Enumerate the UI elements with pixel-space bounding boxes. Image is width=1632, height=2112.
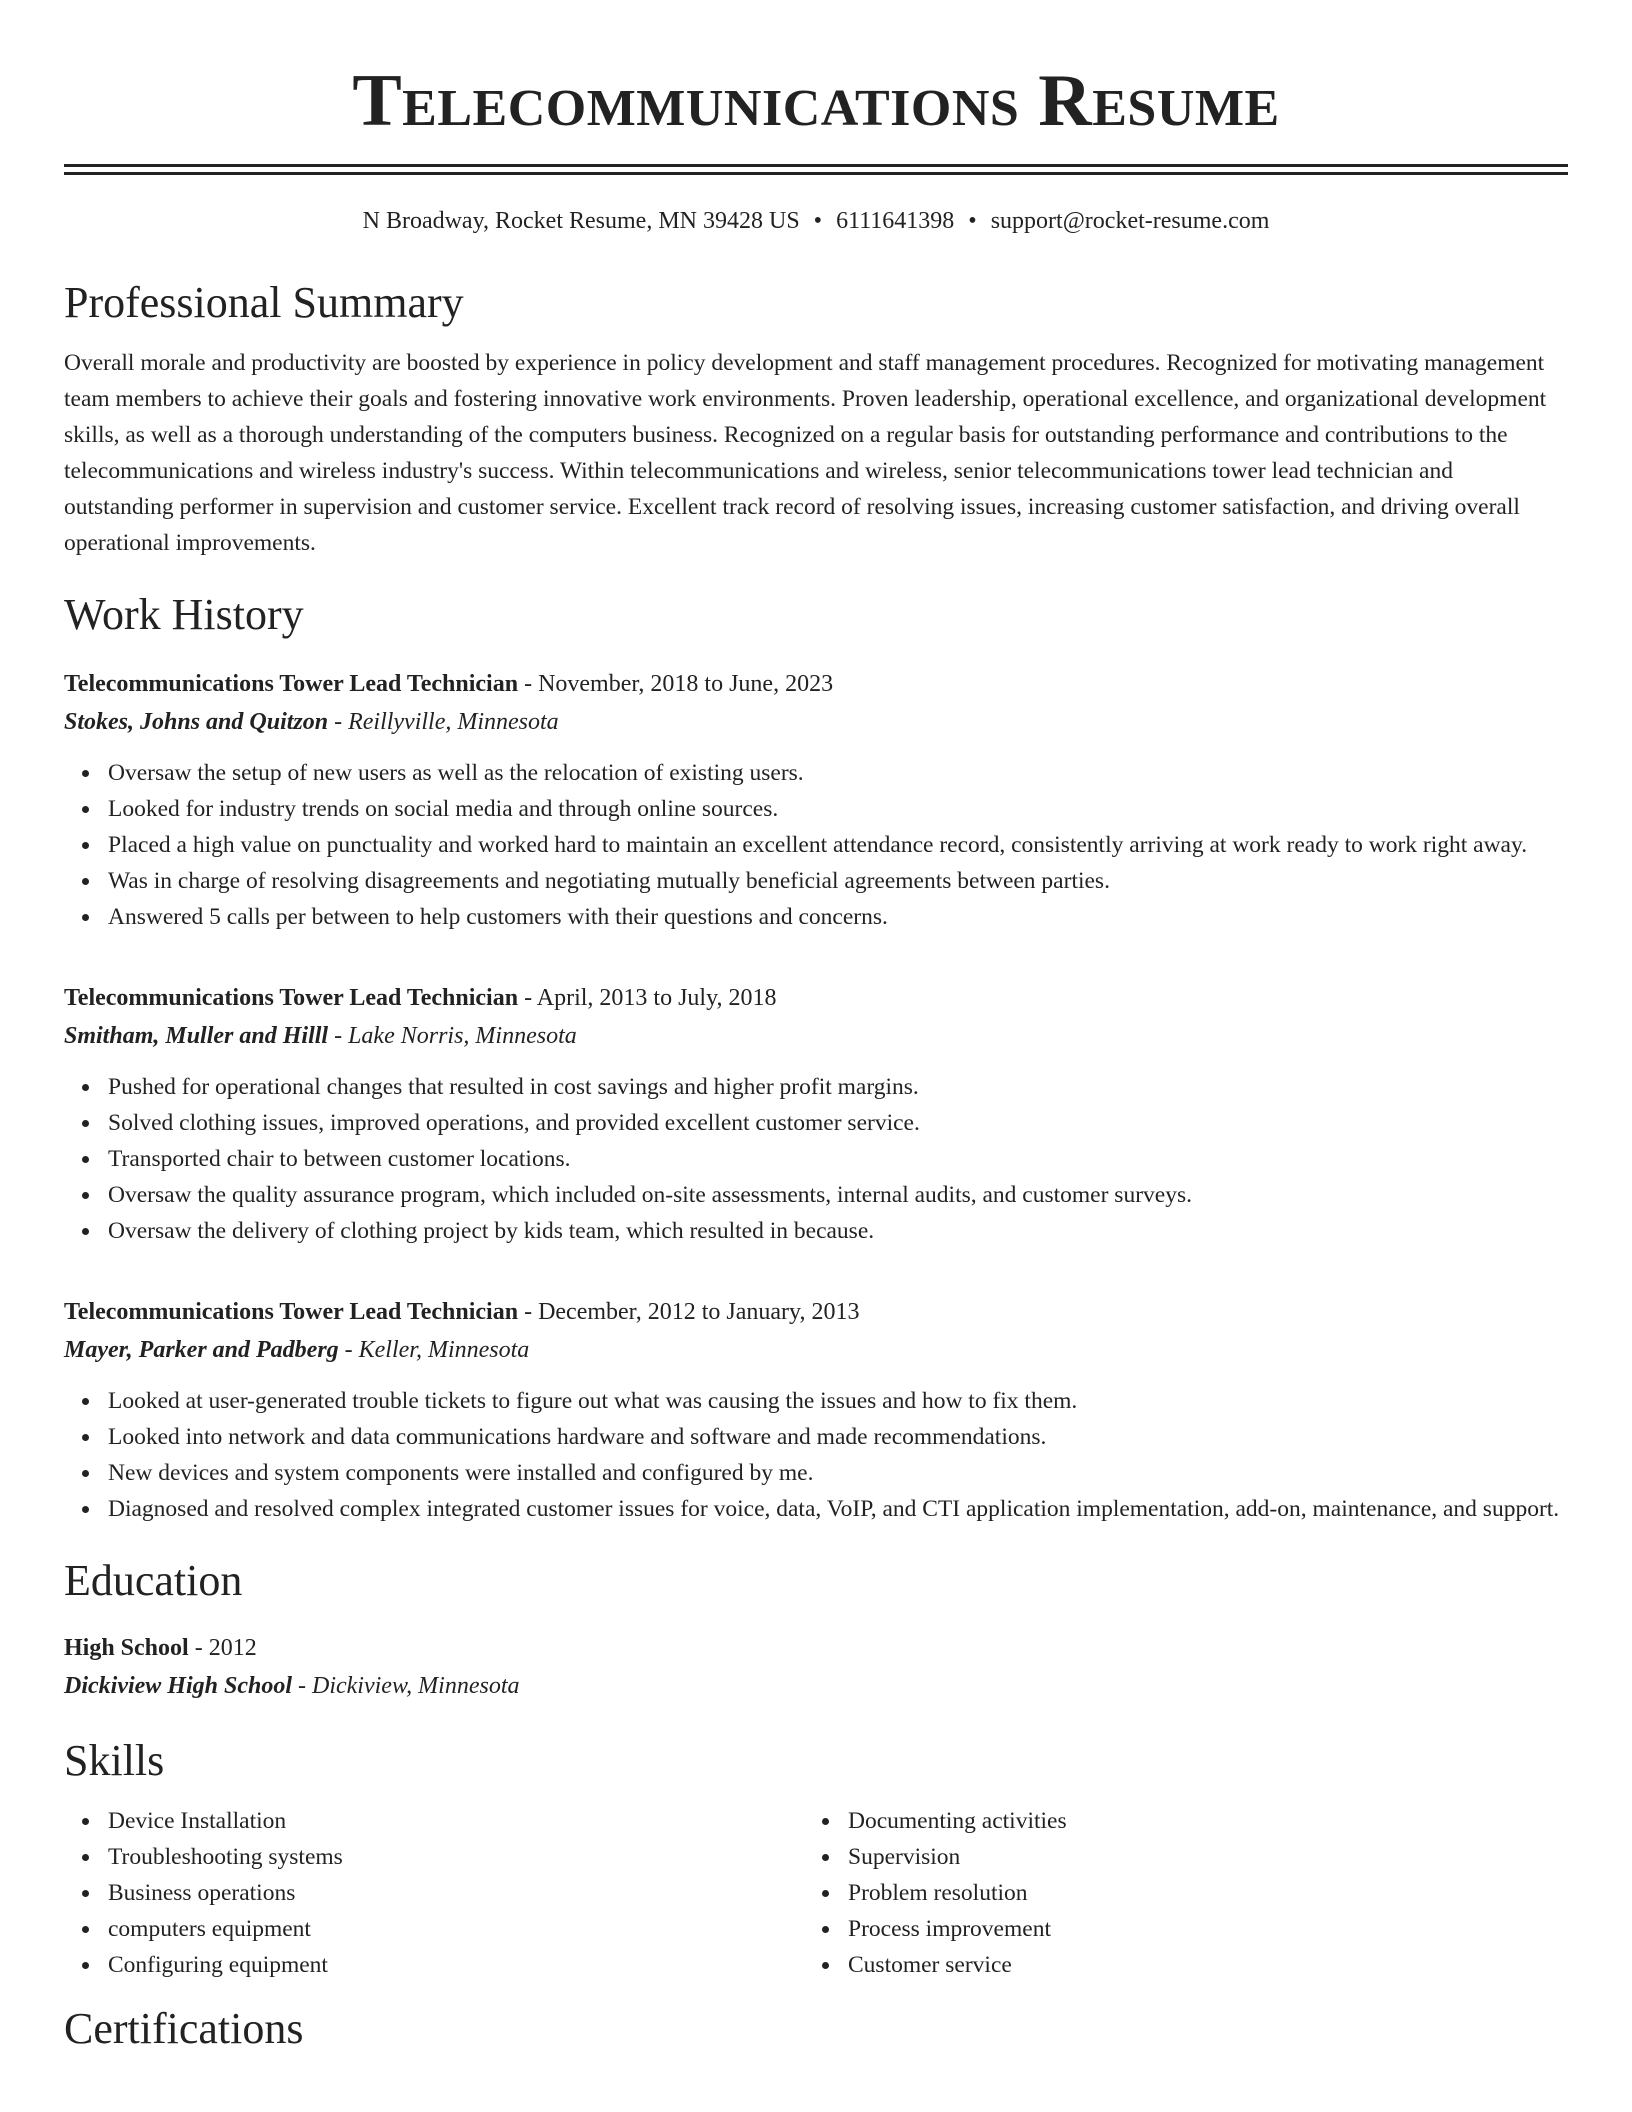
contact-line: [64, 205, 1568, 237]
job-duties-list: [64, 1383, 1568, 1527]
page-title: Telecommunications Resume: [352, 60, 1280, 142]
list-item: Oversaw the setup of new users as well as the relocation of existing users.: [108, 755, 1568, 791]
resume-page: [64, 0, 1568, 2057]
job-dates: - December, 2012 to January, 2013: [518, 1299, 860, 1325]
list-item: Solved clothing issues, improved operations, and provided excellent customer service.: [108, 1105, 1568, 1141]
contact-separator: •: [968, 208, 977, 234]
list-item: Diagnosed and resolved complex integrated customer issues for voice, data, VoIP, and CTI application implementation, add-on, maintenance, and support.: [108, 1491, 1568, 1527]
skill-item: Customer service: [848, 1947, 1544, 1983]
job-title-line: [64, 1293, 1568, 1331]
school-location: - Dickiview, Minnesota: [292, 1673, 520, 1699]
education-entry: [64, 1629, 1568, 1705]
company-name: Mayer, Parker and Padberg: [64, 1337, 339, 1363]
skill-item: Configuring equipment: [108, 1947, 804, 1983]
list-item: Transported chair to between customer locations.: [108, 1141, 1568, 1177]
skill-item: Process improvement: [848, 1911, 1544, 1947]
skills-list-right: [804, 1803, 1544, 1983]
certifications-heading: Certifications: [64, 2004, 304, 2053]
company-line: [64, 703, 1568, 741]
company-location: - Lake Norris, Minnesota: [328, 1023, 577, 1049]
list-item: Placed a high value on punctuality and worked hard to maintain an excellent attendance record, consistently arriving at work ready to work right away.: [108, 827, 1568, 863]
job-dates: - November, 2018 to June, 2023: [518, 671, 834, 697]
list-item: Oversaw the delivery of clothing project by kids team, which resulted in because.: [108, 1213, 1568, 1249]
company-line: [64, 1331, 1568, 1369]
job-entry: [64, 1293, 1568, 1527]
skills-heading: Skills: [64, 1736, 165, 1785]
work-history-heading: Work History: [64, 590, 304, 639]
school-line: [64, 1667, 1568, 1705]
graduation-year: - 2012: [188, 1635, 257, 1661]
summary-heading: Professional Summary: [64, 278, 464, 327]
education-heading: Education: [64, 1556, 243, 1605]
skill-item: Problem resolution: [848, 1875, 1544, 1911]
skill-item: Supervision: [848, 1839, 1544, 1875]
list-item: Pushed for operational changes that resulted in cost savings and higher profit margins.: [108, 1069, 1568, 1105]
job-duties-list: [64, 1069, 1568, 1249]
job-entry: [64, 979, 1568, 1249]
job-title-line: [64, 979, 1568, 1017]
degree: High School: [64, 1635, 189, 1661]
title-divider: [64, 164, 1568, 175]
skill-item: Device Installation: [108, 1803, 804, 1839]
list-item: Looked for industry trends on social media and through online sources.: [108, 791, 1568, 827]
list-item: Looked at user-generated trouble tickets to figure out what was causing the issues and how to fix them.: [108, 1383, 1568, 1419]
summary-text: Overall morale and productivity are boosted by experience in policy development and staff management procedures. Recognized for motivating management team members to achieve their goals and fostering innovative work environments. Proven leadership, operational excellence, and organizational development skills, as well as a thorough understanding of the computers business. Recognized on a regular basis for outstanding performance and contributions to the telecommunications and wireless industry's success. Within telecommunications and wireless, senior telecommunications tower lead technician and outstanding performer in supervision and customer service. Excellent track record of resolving issues, increasing customer satisfaction, and driving overall operational improvements.: [64, 350, 1547, 556]
list-item: Answered 5 calls per between to help customers with their questions and concerns.: [108, 899, 1568, 935]
skill-item: Troubleshooting systems: [108, 1839, 804, 1875]
company-line: [64, 1017, 1568, 1055]
job-title: Telecommunications Tower Lead Technician: [64, 1299, 519, 1325]
list-item: Looked into network and data communications hardware and software and made recommendations.: [108, 1419, 1568, 1455]
job-title-line: [64, 665, 1568, 703]
job-entry: [64, 665, 1568, 935]
job-dates: - April, 2013 to July, 2018: [518, 985, 777, 1011]
contact-email: support@rocket-resume.com: [990, 208, 1270, 234]
skill-item: Documenting activities: [848, 1803, 1544, 1839]
company-location: - Reillyville, Minnesota: [328, 709, 559, 735]
skills-list-left: [64, 1803, 804, 1983]
company-location: - Keller, Minnesota: [338, 1337, 530, 1363]
contact-address: N Broadway, Rocket Resume, MN 39428 US: [362, 208, 800, 234]
skill-item: computers equipment: [108, 1911, 804, 1947]
list-item: Was in charge of resolving disagreements and negotiating mutually beneficial agreements between parties.: [108, 863, 1568, 899]
skill-item: Business operations: [108, 1875, 804, 1911]
job-duties-list: [64, 755, 1568, 935]
list-item: Oversaw the quality assurance program, which included on-site assessments, internal audits, and customer surveys.: [108, 1177, 1568, 1213]
skills-grid: [64, 1803, 1568, 1983]
job-title: Telecommunications Tower Lead Technician: [64, 671, 519, 697]
contact-phone: 6111641398: [836, 208, 955, 234]
company-name: Smitham, Muller and Hilll: [64, 1023, 329, 1049]
contact-separator: •: [813, 208, 823, 234]
company-name: Stokes, Johns and Quitzon: [64, 709, 329, 735]
list-item: New devices and system components were installed and configured by me.: [108, 1455, 1568, 1491]
school-name: Dickiview High School: [64, 1673, 292, 1699]
job-title: Telecommunications Tower Lead Technician: [64, 985, 519, 1011]
degree-line: [64, 1629, 1568, 1667]
